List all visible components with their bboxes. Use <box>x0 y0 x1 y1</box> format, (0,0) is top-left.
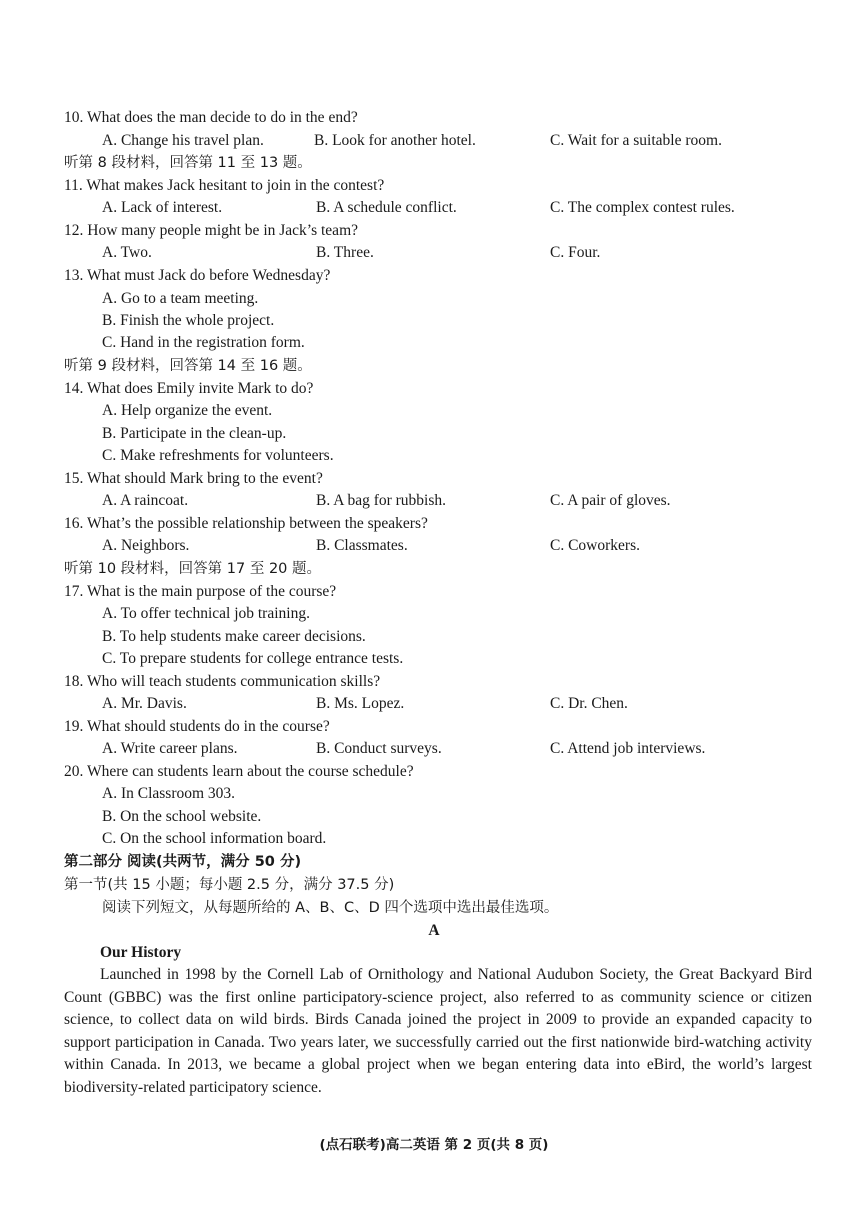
question-18: 18. Who will teach students communication skills? <box>64 673 381 690</box>
section-heading-8: 听第 8 段材料，回答第 11 至 13 题。 <box>64 155 312 171</box>
question-17: 17. What is the main purpose of the course? <box>64 583 337 600</box>
q19-option-c: C. Attend job interviews. <box>550 740 706 757</box>
q16-option-a: A. Neighbors. <box>102 537 190 554</box>
section-heading-10: 听第 10 段材料，回答第 17 至 20 题。 <box>64 561 322 577</box>
section-one-heading: 第一节(共 15 小题；每小题 2.5 分，满分 37.5 分) <box>64 877 395 893</box>
section-heading-9: 听第 9 段材料，回答第 14 至 16 题。 <box>64 358 312 374</box>
page-footer: (点石联考)高二英语 第 2 页(共 8 页) <box>319 1137 549 1153</box>
q11-option-b: B. A schedule conflict. <box>316 199 457 216</box>
q16-option-c: C. Coworkers. <box>550 537 640 554</box>
question-12: 12. How many people might be in Jack’s team? <box>64 222 359 239</box>
question-20: 20. Where can students learn about the course schedule? <box>64 763 414 780</box>
q11-option-a: A. Lack of interest. <box>102 199 223 216</box>
question-13: 13. What must Jack do before Wednesday? <box>64 267 331 284</box>
q15-option-c: C. A pair of gloves. <box>550 492 671 509</box>
q12-option-c: C. Four. <box>550 244 601 261</box>
q19-option-b: B. Conduct surveys. <box>316 740 442 757</box>
q15-option-a: A. A raincoat. <box>102 492 189 509</box>
passage-title: Our History <box>100 944 182 961</box>
q14-option-c: C. Make refreshments for volunteers. <box>102 447 334 464</box>
q20-option-a: A. In Classroom 303. <box>102 785 236 802</box>
part-two-heading: 第二部分 阅读(共两节，满分 50 分) <box>64 854 302 870</box>
question-11: 11. What makes Jack hesitant to join in the contest? <box>64 177 385 194</box>
q20-option-c: C. On the school information board. <box>102 830 327 847</box>
q16-option-b: B. Classmates. <box>316 537 408 554</box>
reading-instruction: 阅读下列短文，从每题所给的 A、B、C、D 四个选项中选出最佳选项。 <box>102 900 559 916</box>
q18-option-c: C. Dr. Chen. <box>550 695 628 712</box>
q10-option-a: A. Change his travel plan. <box>102 132 264 149</box>
q19-option-a: A. Write career plans. <box>102 740 238 757</box>
q12-option-b: B. Three. <box>316 244 374 261</box>
question-19: 19. What should students do in the course? <box>64 718 330 735</box>
q13-option-a: A. Go to a team meeting. <box>102 290 259 307</box>
q18-option-b: B. Ms. Lopez. <box>316 695 405 712</box>
q14-option-a: A. Help organize the event. <box>102 402 273 419</box>
passage-letter: A <box>428 922 440 939</box>
q17-option-b: B. To help students make career decisions. <box>102 628 366 645</box>
q15-option-b: B. A bag for rubbish. <box>316 492 447 509</box>
question-16: 16. What’s the possible relationship between the speakers? <box>64 515 428 532</box>
question-15: 15. What should Mark bring to the event? <box>64 470 323 487</box>
q18-option-a: A. Mr. Davis. <box>102 695 187 712</box>
question-10: 10. What does the man decide to do in the end? <box>64 109 358 126</box>
q11-option-c: C. The complex contest rules. <box>550 199 735 216</box>
q12-option-a: A. Two. <box>102 244 152 261</box>
q14-option-b: B. Participate in the clean-up. <box>102 425 287 442</box>
q20-option-b: B. On the school website. <box>102 808 262 825</box>
q13-option-b: B. Finish the whole project. <box>102 312 275 329</box>
q13-option-c: C. Hand in the registration form. <box>102 334 305 351</box>
question-14: 14. What does Emily invite Mark to do? <box>64 380 314 397</box>
q17-option-a: A. To offer technical job training. <box>102 605 310 622</box>
q10-option-c: C. Wait for a suitable room. <box>550 132 722 149</box>
q10-option-b: B. Look for another hotel. <box>314 132 476 149</box>
q17-option-c: C. To prepare students for college entrance tests. <box>102 650 404 667</box>
passage-paragraph: Launched in 1998 by the Cornell Lab of Ornithology and National Audubon Society, the Great Backyard Bird Count (GBBC) was the first online participatory-science project, also referred to as community science or citizen science, to collect data on wild birds. Birds Canada joined the project in 2009 to provide an expanded capacity to support participation in Canada. Two years later, we successfully carried out the first nationwide bird-watching activity within Canada. In 2013, we became a global project when we began entering data into eBird, the world’s largest biodiversity-related participatory science. <box>64 966 812 1096</box>
